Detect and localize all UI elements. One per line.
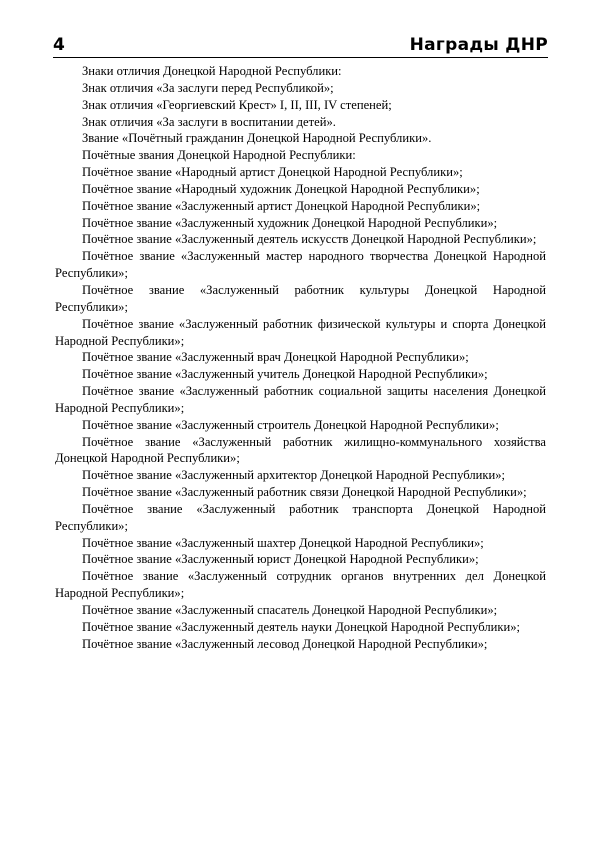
header-divider-rule (53, 57, 548, 58)
body-paragraph: Знаки отличия Донецкой Народной Республики: (82, 64, 342, 78)
body-paragraph: Почётное звание «Заслуженный работник жилищно-коммунального хозяйства Донецкой Народной Республики»; (55, 434, 546, 466)
body-paragraph: Почётное звание «Заслуженный строитель Донецкой Народной Республики»; (82, 417, 499, 432)
body-paragraph: Почётное звание «Заслуженный художник Донецкой Народной Республики»; (82, 215, 498, 230)
body-paragraph: Почётное звание «Народный артист Донецкой Народной Республики»; (82, 165, 463, 180)
body-paragraph: Почётные звания Донецкой Народной Республики: (82, 148, 356, 163)
body-paragraph: Почётное звание «Заслуженный работник социальной защиты населения Донецкой Народной Республики»; (55, 384, 546, 415)
body-paragraph: Звание «Почётный гражданин Донецкой Народной Республики». (82, 131, 432, 146)
running-head (53, 28, 548, 54)
body-paragraph: Почётное звание «Заслуженный юрист Донецкой Народной Республики»; (82, 552, 479, 567)
body-paragraph: Почётное звание «Заслуженный деятель науки Донецкой Народной Республики»; (82, 619, 521, 634)
page-number: 4 (53, 35, 65, 55)
body-paragraph: Почётное звание «Заслуженный работник культуры Донецкой Народной Республики»; (55, 282, 546, 314)
body-paragraph: Почётное звание «Заслуженный учитель Донецкой Народной Республики»; (82, 367, 488, 382)
body-paragraph: Почётное звание «Заслуженный работник физической культуры и спорта Донецкой Народной Республики»; (55, 316, 546, 348)
body-paragraph: Почётное звание «Заслуженный артист Донецкой Народной Республики»; (82, 198, 481, 213)
running-head-title: Награды ДНР (409, 35, 548, 55)
body-paragraph: Почётное звание «Заслуженный мастер народного творчества Донецкой Народной Республики»; (55, 249, 546, 281)
body-paragraph: Почётное звание «Заслуженный спасатель Донецкой Народной Республики»; (82, 603, 498, 617)
body-paragraph: Почётное звание «Заслуженный работник связи Донецкой Народной Республики»; (82, 485, 527, 500)
body-paragraph: Почётное звание «Заслуженный деятель искусств Донецкой Народной Республики»; (82, 232, 537, 247)
body-paragraph: Знак отличия «За заслуги перед Республикой»; (82, 80, 334, 95)
body-paragraph: Почётное звание «Заслуженный работник транспорта Донецкой Народной Республики»; (55, 501, 546, 533)
body-paragraph: Почётное звание «Заслуженный врач Донецкой Народной Республики»; (82, 350, 469, 365)
body-paragraph: Почётное звание «Заслуженный лесовод Донецкой Народной Республики»; (82, 636, 488, 651)
body-paragraph: Почётное звание «Заслуженный архитектор Донецкой Народной Республики»; (82, 468, 506, 483)
body-paragraph: Почётное звание «Народный художник Донецкой Народной Республики»; (82, 181, 480, 196)
body-paragraph: Почётное звание «Заслуженный сотрудник органов внутренних дел Донецкой Народной Республики»; (55, 569, 546, 601)
body-paragraph: Знак отличия «Георгиевский Крест» I, II, III, IV степеней; (82, 97, 392, 112)
body-paragraph: Почётное звание «Заслуженный шахтер Донецкой Народной Республики»; (82, 535, 484, 550)
body-paragraph: Знак отличия «За заслуги в воспитании детей». (82, 114, 336, 129)
body-text-block (55, 63, 546, 653)
